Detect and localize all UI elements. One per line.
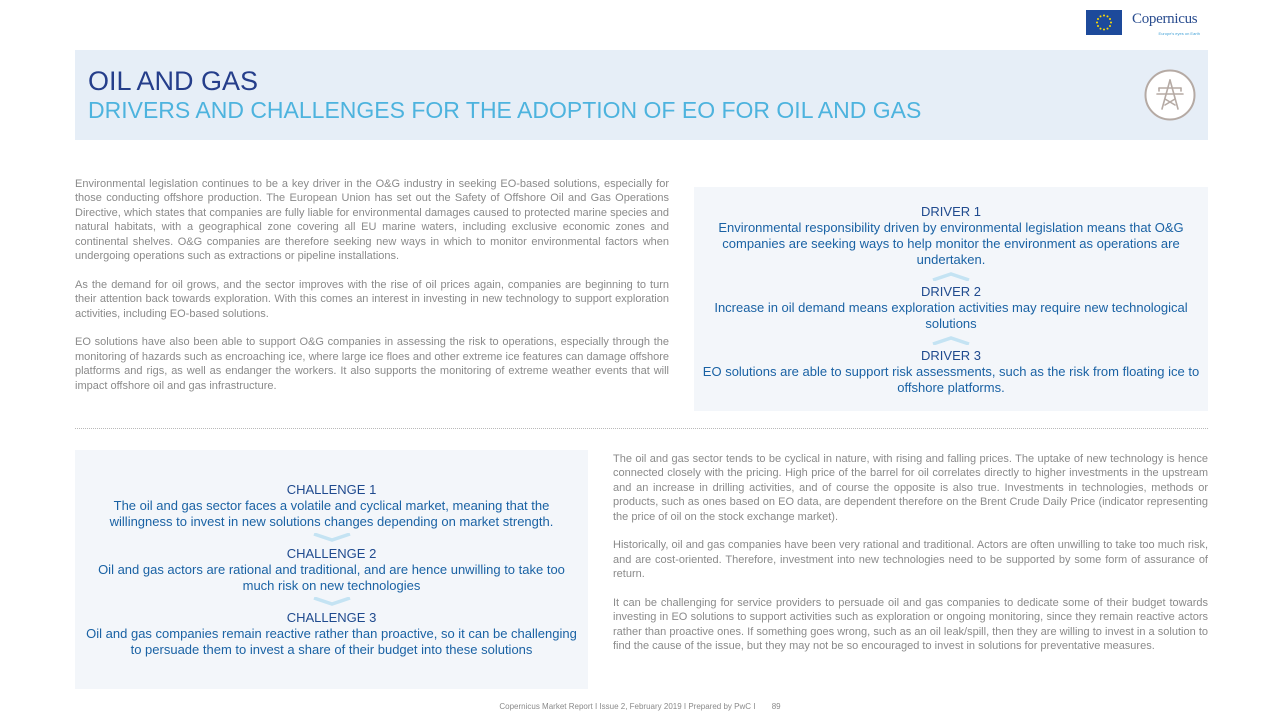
copernicus-tagline: Europe's eyes on Earth (1158, 31, 1200, 36)
right-paragraph-1: The oil and gas sector tends to be cyclical in nature, with rising and falling prices. The uptake of new technology is hence connected closely with the pricing. High price of the barrel for oil correlates directly to higher investments in the upstream and an increase in drilling activities, and of course the opposite is also true. Investments in technologies, methods or products, such as ones based on EO data, are dependent therefore on the Brent Crude Daily Price (indicator representing the price of oil on the stock exchange market). (613, 453, 1208, 523)
footer-text: Copernicus Market Report I Issue 2, February 2019 I Prepared by PwC I (499, 702, 756, 711)
header-band (75, 50, 1208, 140)
challenge-2-title: CHALLENGE 2 (286, 546, 377, 561)
footer (0, 702, 1280, 711)
right-body-text (613, 452, 1208, 654)
driver-1 (694, 204, 1208, 268)
page-subtitle: DRIVERS AND CHALLENGES FOR THE ADOPTION OF EO FOR OIL AND GAS (88, 97, 922, 123)
logos (1086, 8, 1202, 36)
left-body-text (75, 177, 669, 393)
challenge-1-title: CHALLENGE 1 (286, 482, 377, 497)
chevron-down-icon (312, 533, 352, 543)
driver-1-title: DRIVER 1 (921, 204, 981, 219)
chevron-up-icon (931, 335, 971, 345)
left-paragraph-2: As the demand for oil grows, and the sector improves with the rise of oil prices again, companies are beginning to turn their attention back towards exploration. With this comes an interest in investing in new technology to support exploration activities, including EO-based solutions. (75, 278, 669, 320)
driver-2-title: DRIVER 2 (921, 284, 981, 299)
driver-3-text: EO solutions are able to support risk assessments, such as the risk from floating ice to offshore platforms. (702, 364, 1200, 395)
copernicus-wordmark: Copernicus (1132, 11, 1198, 27)
chevron-down-icon (312, 597, 352, 607)
right-paragraph-3: It can be challenging for service providers to persuade oil and gas companies to dedicate some of their budget towards investing in EO solutions to support activities such as exploration or ongoing monitoring, since they remain reactive actors rather than proactive ones. If something goes wrong, such as an oil leak/spill, then they are willing to invest in a solution to find the cause of the issue, but they may not be so encouraged to invest in solutions for preventative measures. (613, 597, 1208, 653)
driver-2-text: Increase in oil demand means exploration activities may require new technological solutions (714, 300, 1188, 331)
challenge-3 (75, 610, 588, 658)
left-paragraph-1: Environmental legislation continues to be a key driver in the O&G industry in seeking EO-based solutions, especially for those conducting offshore production. The European Union has set out the Safety of Offshore Oil and Gas Operations Directive, which states that companies are fully liable for environmental damages caused to protected marine species and natural habitats, with a geographical zone covering all EU marine waters, including exclusive economic zones and continental shelves. O&G companies are therefore seeking new ways in which to monitor environmental factors when undergoing operations such as extractions or pipeline installations. (75, 178, 669, 263)
power-tower-icon (1144, 69, 1196, 121)
driver-2 (694, 284, 1208, 332)
page-number: 89 (771, 702, 781, 711)
driver-3-title: DRIVER 3 (921, 348, 981, 363)
right-paragraph-2: Historically, oil and gas companies have been very rational and traditional. Actors are often unwilling to take too much risk, and are cost-oriented. Therefore, investment into new technologies need to be supported by some form of assurance of return. (613, 539, 1208, 581)
driver-1-text: Environmental responsibility driven by environmental legislation means that O&G companies are seeking ways to help monitor the environment as operations are undertaken. (718, 220, 1184, 267)
eu-flag-icon (1086, 10, 1122, 35)
page-title: OIL AND GAS (88, 66, 259, 96)
challenge-2 (75, 546, 588, 594)
challenge-1-text: The oil and gas sector faces a volatile and cyclical market, meaning that the willingness to invest in new solutions changes depending on market strength. (109, 498, 554, 529)
challenge-1 (75, 482, 588, 530)
left-paragraph-3: EO solutions have also been able to support O&G companies in assessing the risk to operations, especially through the monitoring of hazards such as encroaching ice, where large ice floes and other extreme ice features can damage offshore platforms and rigs, as well as endanger the workers. It also supports the monitoring of extreme weather events that will impact offshore oil and gas infrastructure. (75, 336, 669, 392)
challenges-box (75, 450, 588, 689)
challenge-3-text: Oil and gas companies remain reactive rather than proactive, so it can be challenging to persuade them to invest a share of their budget into these solutions (86, 626, 577, 657)
chevron-up-icon (931, 271, 971, 281)
challenge-2-text: Oil and gas actors are rational and traditional, and are hence unwilling to take too much risk on new technologies (98, 562, 565, 593)
driver-3 (694, 348, 1208, 396)
challenge-3-title: CHALLENGE 3 (286, 610, 377, 625)
copernicus-logo (1128, 8, 1202, 36)
drivers-box (694, 187, 1208, 411)
section-divider (75, 428, 1208, 429)
